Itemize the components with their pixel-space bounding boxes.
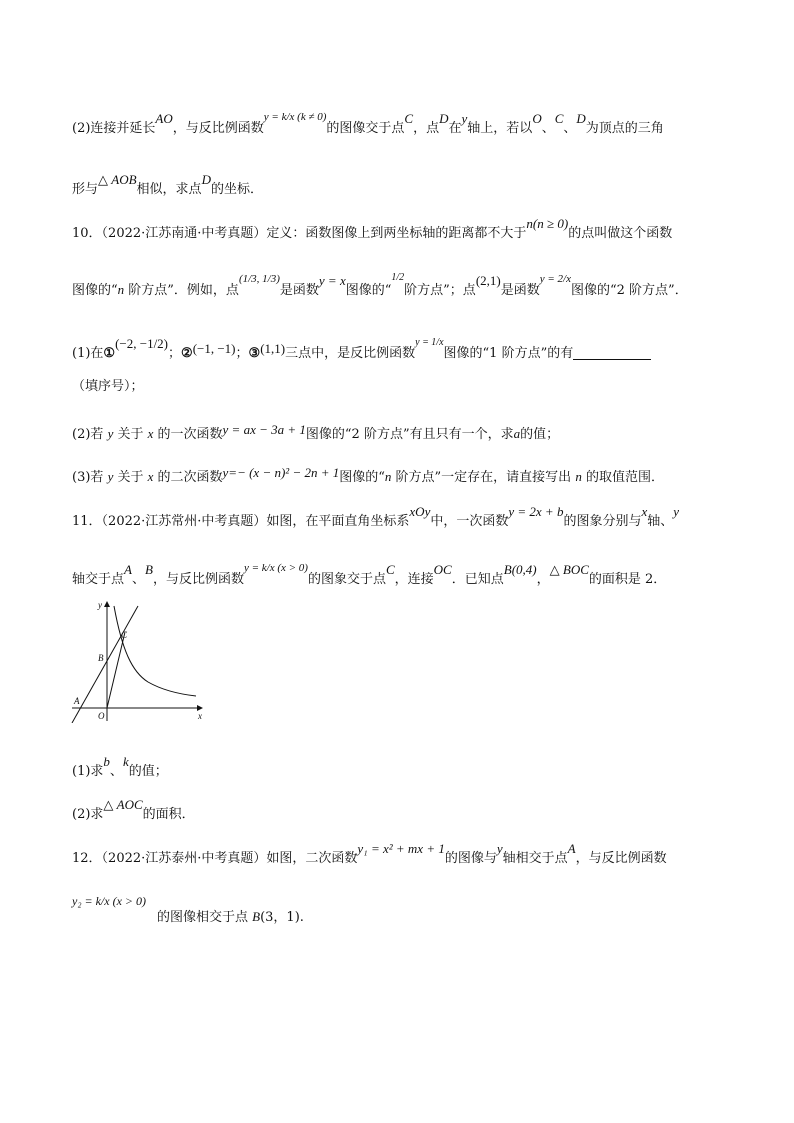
math-D3: D <box>201 172 211 187</box>
math-point-1: (−2, −1/2) <box>115 336 169 351</box>
math-a: a <box>513 426 521 441</box>
text: 是函数 <box>500 283 540 298</box>
text: 的面积． <box>142 807 195 822</box>
math-O: O <box>532 111 542 126</box>
math-C2: C <box>554 111 564 126</box>
text: 12．（2022·江苏泰州·中考真题）如图，二次函数 <box>72 851 358 866</box>
q10-line1 <box>72 216 673 241</box>
math-C: C <box>404 111 414 126</box>
label-C: C <box>121 630 128 640</box>
text: 轴、 <box>647 514 674 529</box>
text: (2)连接并延长 <box>72 121 156 136</box>
text: 关于 <box>113 427 148 442</box>
math-point-2: (−1, −1) <box>192 341 236 356</box>
text: 、 <box>109 764 123 779</box>
text: 、 <box>563 121 577 136</box>
text: 10．（2022·江苏南通·中考真题）定义：函数图像上到两坐标轴的距离都不大于 <box>72 226 527 241</box>
text: 的取值范围． <box>581 470 664 485</box>
q12-line1 <box>72 841 667 866</box>
math-one-half: 1/2 <box>391 272 405 283</box>
text: 的图像交于点 <box>326 121 405 136</box>
text: 形与 <box>72 182 99 197</box>
text: ， <box>536 572 550 587</box>
text: 轴交于点 <box>72 572 125 587</box>
text: 阶方点”一定存在，请直接写出 <box>391 470 576 485</box>
text: 的图象交于点 <box>307 572 386 587</box>
text: 的值； <box>520 427 560 442</box>
q11-part1 <box>72 754 168 779</box>
q11-line2 <box>72 562 667 587</box>
text: 关于 <box>113 470 148 485</box>
q10-part1-line1 <box>72 336 651 361</box>
text: 阶方点”．例如，点 <box>124 283 239 298</box>
answer-blank[interactable] <box>573 347 651 360</box>
math-n: n <box>117 282 125 297</box>
math-D: D <box>439 111 449 126</box>
q10-part1-line2 <box>72 380 144 393</box>
text: 的图像与 <box>444 851 497 866</box>
math-OC: OC <box>433 562 452 577</box>
math-linear-function: y = 2x + b <box>508 504 564 519</box>
q10-line2 <box>72 272 688 298</box>
math-x: x <box>147 469 154 484</box>
math-triangle-AOC: △ AOC <box>103 797 143 812</box>
math-D2: D <box>576 111 586 126</box>
math-inverse-function: y = k/x (x > 0) <box>243 562 308 574</box>
q11-line1 <box>72 504 680 529</box>
math-x: x <box>147 426 154 441</box>
math-triangle-BOC: △ BOC <box>549 562 589 577</box>
math-quadratic-function: y₁ = x² + mx + 1 <box>357 841 445 856</box>
math-linear-function: y = ax − 3a + 1 <box>222 422 306 437</box>
q11-part2 <box>72 797 195 822</box>
math-y-equals-x: y = x <box>318 273 346 288</box>
segment-OC <box>107 632 125 708</box>
text: (1)在 <box>72 346 104 361</box>
text: ，与反比例函数 <box>172 121 264 136</box>
math-point-3: (1,1) <box>260 341 286 356</box>
math-b: b <box>103 754 110 769</box>
text: ，连接 <box>394 572 434 587</box>
math-A: A <box>124 562 132 577</box>
text: 的面积是 2． <box>588 572 667 587</box>
text: 图像的“1 阶方点”的有 <box>443 346 574 361</box>
text: ，点 <box>413 121 440 136</box>
math-point-2-1: (2,1) <box>475 273 501 288</box>
math-n: n <box>384 469 392 484</box>
text: 三点中，是反比例函数 <box>285 346 416 361</box>
q10-part2 <box>72 422 560 442</box>
q12-line2 <box>157 910 304 924</box>
label-y: y <box>98 600 102 610</box>
label-A: A <box>74 696 80 706</box>
math-y-1-over-x: y = 1/x <box>415 337 444 348</box>
label-x: x <box>198 711 202 721</box>
text: 图像的“2 阶方点”有且只有一个，求 <box>305 427 514 442</box>
q11-figure <box>70 598 210 723</box>
math-y: y <box>673 504 680 519</box>
q12-line2-formula <box>72 895 146 908</box>
math-n: n <box>575 469 582 484</box>
text: ； <box>235 346 249 361</box>
circled-2: ② <box>181 346 193 361</box>
circled-3: ③ <box>248 346 261 361</box>
text: 、 <box>131 572 145 587</box>
text: ，与反比例函数 <box>152 572 244 587</box>
text: 11．（2022·江苏常州·中考真题）如图，在平面直角坐标系 <box>72 514 410 529</box>
circled-1: ① <box>103 346 116 361</box>
label-O: O <box>98 711 105 721</box>
text: (2)求 <box>72 807 104 822</box>
text: 的一次函数 <box>153 427 223 442</box>
math-B: B <box>252 909 261 924</box>
text: 图像的“ <box>72 283 118 298</box>
math-quadratic-function: y=− (x − n)² − 2n + 1 <box>222 465 340 480</box>
math-n-condition: n(n ≥ 0) <box>526 216 569 231</box>
math-k: k <box>122 754 129 769</box>
text: 、 <box>541 121 555 136</box>
text: 在 <box>448 121 462 136</box>
math-inverse-function: y = k/x (k ≠ 0) <box>263 111 327 123</box>
text: 的值； <box>128 764 168 779</box>
text: （填序号）； <box>72 379 144 394</box>
text: 轴上，若以 <box>467 121 533 136</box>
text: 为顶点的三角 <box>585 121 664 136</box>
math-xOy: xOy <box>409 504 431 519</box>
q10-part3 <box>72 465 664 485</box>
text: 阶方点”；点 <box>404 283 476 298</box>
math-y: y <box>461 111 468 126</box>
math-triangle-AOB: △ AOB <box>98 172 137 187</box>
text: 是函数 <box>279 283 319 298</box>
math-y: y <box>107 469 114 484</box>
math-point-third: (1/3, 1/3) <box>238 273 280 285</box>
math-A: A <box>567 841 576 856</box>
text: (1)求 <box>72 764 104 779</box>
text: 轴相交于点 <box>502 851 568 866</box>
math-AO: AO <box>155 111 173 126</box>
text: 的二次函数 <box>153 470 223 485</box>
math-B-point: B(0,4) <box>503 562 537 577</box>
text: 的图像相交于点 <box>157 910 253 925</box>
text: 的坐标． <box>210 182 263 197</box>
text: ； <box>168 346 182 361</box>
text: 图像的“ <box>345 283 392 298</box>
math-y: y <box>496 841 503 856</box>
math-y: y <box>107 426 114 441</box>
hyperbola-curve <box>114 606 196 696</box>
math-inverse-function: y₂ = k/x (x > 0) <box>72 894 146 908</box>
math-C: C <box>385 562 395 577</box>
text: (3，1). <box>260 910 304 925</box>
text: 相似，求点 <box>136 182 202 197</box>
math-B: B <box>144 562 153 577</box>
text: 的图象分别与 <box>563 514 642 529</box>
math-y-2-over-x: y = 2/x <box>539 273 571 285</box>
label-B: B <box>98 653 104 663</box>
text: ，与反比例函数 <box>575 851 667 866</box>
line-graph <box>72 606 138 723</box>
text: (3)若 <box>72 470 108 485</box>
math-x: x <box>641 504 648 519</box>
text: (2)若 <box>72 427 108 442</box>
text: 的点叫做这个函数 <box>568 226 673 241</box>
text: ．已知点 <box>451 572 504 587</box>
text: 图像的“2 阶方点”． <box>571 283 688 298</box>
text: 图像的“ <box>339 470 385 485</box>
text: 中，一次函数 <box>430 514 509 529</box>
q9-part2-line2 <box>72 172 263 197</box>
